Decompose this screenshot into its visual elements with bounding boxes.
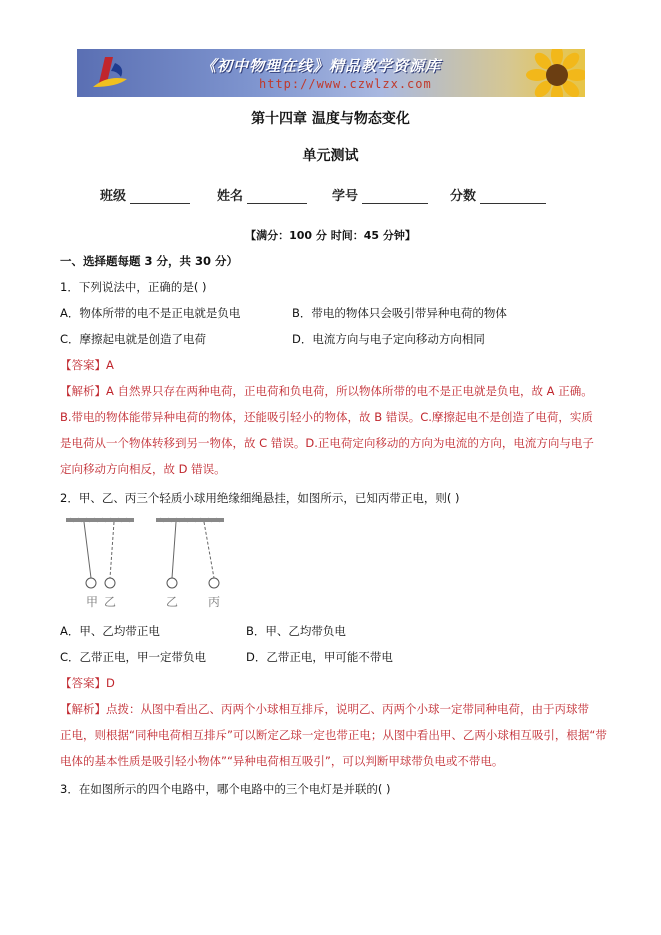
field-label: 姓名 <box>217 189 244 204</box>
field-blank <box>480 189 546 204</box>
field-label: 班级 <box>100 189 127 204</box>
q2-option-d: D．乙带正电，甲可能不带电 <box>246 650 393 664</box>
ceiling-bar-right <box>156 518 224 522</box>
q2-analysis-line: 正电，则根据“同种电荷相互排斥”可以断定乙球一定也带正电；从图中看出甲、乙两小球相互吸引，根据“带 <box>60 728 607 742</box>
q1-option-a: A．物体所带的电不是正电就是负电 <box>60 306 241 320</box>
q1-option-c: C．摩擦起电就是创造了电荷 <box>60 332 207 346</box>
q1-analysis-line: 是电荷从一个物体转移到另一物体，故 C 错误。D.正电荷定向移动的方向为电流的方向，电流方向与电子 <box>60 436 594 450</box>
q1-option-b: B．带电的物体只会吸引带异种电荷的物体 <box>292 306 507 320</box>
field-label: 学号 <box>332 189 359 204</box>
header-banner <box>77 49 585 97</box>
q1-option-d: D．电流方向与电子定向移动方向相同 <box>292 332 485 346</box>
field-blank <box>130 189 190 204</box>
field-label: 分数 <box>450 189 477 204</box>
label-yi: 乙 <box>104 595 117 609</box>
string-yi <box>110 522 114 578</box>
banner-url: http://www.czwlzx.com <box>259 77 432 91</box>
q2-figure <box>64 516 234 611</box>
ball-yi-2 <box>167 578 177 588</box>
banner-title: 《初中物理在线》精品教学资源库 <box>201 57 442 75</box>
question-2-stem: 2．甲、乙、丙三个轻质小球用绝缘细绳悬挂，如图所示，已知丙带正电，则( ) <box>60 491 460 505</box>
q1-analysis-line: 定向移动方向相反，故 D 错误。 <box>60 462 226 476</box>
string-bing <box>204 522 214 578</box>
label-jia: 甲 <box>86 595 99 609</box>
question-3-stem: 3．在如图所示的四个电路中，哪个电路中的三个电灯是并联的( ) <box>60 782 391 796</box>
question-1-stem: 1．下列说法中，正确的是( ) <box>60 280 207 294</box>
field-score <box>450 185 546 204</box>
field-blank <box>362 189 428 204</box>
field-student-id <box>332 185 428 204</box>
q1-analysis-line: B.带电的物体能带异种电荷的物体，还能吸引轻小的物体，故 B 错误。C.摩擦起电不是创造了电荷，实质 <box>60 410 593 424</box>
site-logo-icon <box>87 53 137 93</box>
field-blank <box>247 189 307 204</box>
q2-answer: 【答案】D <box>60 676 115 690</box>
q2-analysis-line: 电体的基本性质是吸引轻小物体”“异种电荷相互吸引”，可以判断甲球带负电或不带电。 <box>60 754 504 768</box>
exam-meta: 【满分：100 分 时间：45 分钟】 <box>245 229 416 242</box>
q2-option-c: C．乙带正电，甲一定带负电 <box>60 650 207 664</box>
q2-option-a: A．甲、乙均带正电 <box>60 624 160 638</box>
label-bing: 丙 <box>208 595 221 609</box>
field-class <box>100 185 190 204</box>
ball-yi <box>105 578 115 588</box>
unit-title: 单元测试 <box>302 148 359 164</box>
label-yi-2: 乙 <box>166 595 179 609</box>
q2-option-b: B．甲、乙均带负电 <box>246 624 346 638</box>
sunflower-icon <box>525 49 585 97</box>
ball-jia <box>86 578 96 588</box>
ceiling-bar-left <box>66 518 134 522</box>
string-jia <box>84 522 91 578</box>
chapter-title: 第十四章 温度与物态变化 <box>251 111 410 127</box>
string-yi-2 <box>172 522 176 578</box>
q1-analysis-line: 【解析】A 自然界只存在两种电荷，正电荷和负电荷，所以物体所带的电不是正电就是负电，故 A 正确。 <box>60 384 593 398</box>
ball-bing <box>209 578 219 588</box>
section-title: 一、选择题每题 3 分，共 30 分） <box>60 254 239 268</box>
field-name <box>217 185 307 204</box>
q1-answer: 【答案】A <box>60 358 114 372</box>
q2-analysis-line: 【解析】点拨：从图中看出乙、丙两个小球相互排斥，说明乙、丙两个小球一定带同种电荷，由于丙球带 <box>60 702 589 716</box>
